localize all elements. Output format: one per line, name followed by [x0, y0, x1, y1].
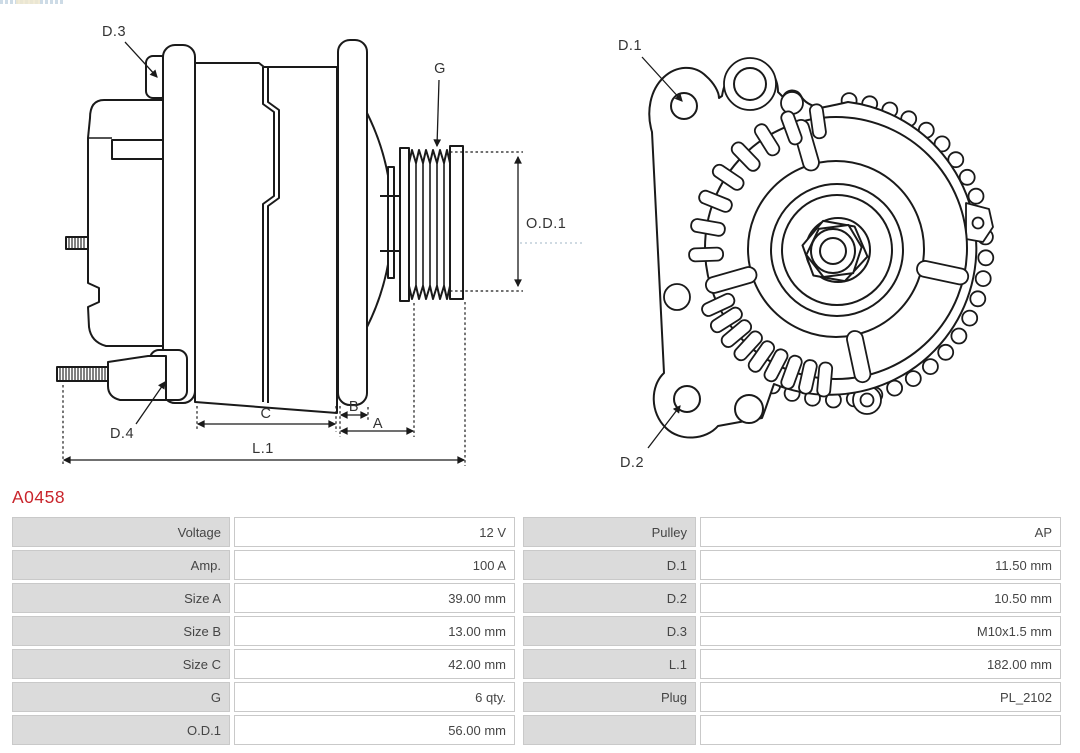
spec-value-cell-row6: PL_2102 — [700, 682, 1061, 712]
alternator-side-view — [57, 24, 582, 466]
spec-label-cell-row2: Amp. — [12, 550, 230, 580]
spec-value-cell-row7: 56.00 mm — [234, 715, 515, 745]
spec-label-cell-row4: Size B — [12, 616, 230, 646]
side-label-g: G — [434, 61, 446, 77]
spec-label-cell-row3: D.2 — [523, 583, 696, 613]
side-label-od1: O.D.1 — [526, 216, 567, 232]
spec-label-cell-row7: O.D.1 — [12, 715, 230, 745]
spec-label-cell-row7 — [523, 715, 696, 745]
spec-label-cell-row5: L.1 — [523, 649, 696, 679]
side-label-d3: D.3 — [101, 24, 127, 40]
front-label-d2: D.2 — [619, 455, 645, 471]
stator-body — [195, 63, 337, 413]
spec-label-cell-row2: D.1 — [523, 550, 696, 580]
side-label-d4: D.4 — [109, 426, 135, 442]
spec-value-cell-row2: 100 A — [234, 550, 515, 580]
spec-label-cell-row4: D.3 — [523, 616, 696, 646]
spec-label-cell-row6: G — [12, 682, 230, 712]
spec-value-cell-row5: 42.00 mm — [234, 649, 515, 679]
rear-housing — [88, 100, 166, 346]
side-label-c: C — [260, 406, 272, 422]
spec-value-cell-row7 — [700, 715, 1061, 745]
spec-value-cell-row5: 182.00 mm — [700, 649, 1061, 679]
spec-value-cell-row1: AP — [700, 517, 1061, 547]
front-bracket — [338, 40, 367, 405]
terminal-block — [112, 140, 167, 159]
spec-value-cell-row3: 10.50 mm — [700, 583, 1061, 613]
threaded-stud-lower — [57, 367, 108, 381]
spec-label-cell-row6: Plug — [523, 682, 696, 712]
spec-value-cell-row4: 13.00 mm — [234, 616, 515, 646]
side-label-l1: L.1 — [252, 441, 274, 457]
side-label-a: A — [372, 416, 384, 432]
side-label-b: B — [348, 399, 360, 415]
spec-label-cell-row1: Voltage — [12, 517, 230, 547]
spec-value-cell-row3: 39.00 mm — [234, 583, 515, 613]
threaded-stud-upper — [66, 237, 88, 249]
part-number: A0458 — [12, 487, 66, 507]
hole-d1 — [671, 93, 697, 119]
spec-label-cell-row3: Size A — [12, 583, 230, 613]
pulley — [400, 146, 463, 301]
spec-table — [12, 517, 1061, 745]
front-label-d1: D.1 — [617, 38, 643, 54]
spec-label-cell-row1: Pulley — [523, 517, 696, 547]
spec-label-cell-row5: Size C — [12, 649, 230, 679]
alternator-front-view — [618, 38, 993, 471]
spec-value-cell-row1: 12 V — [234, 517, 515, 547]
spec-value-cell-row2: 11.50 mm — [700, 550, 1061, 580]
spec-value-cell-row4: M10x1.5 mm — [700, 616, 1061, 646]
spec-value-cell-row6: 6 qty. — [234, 682, 515, 712]
